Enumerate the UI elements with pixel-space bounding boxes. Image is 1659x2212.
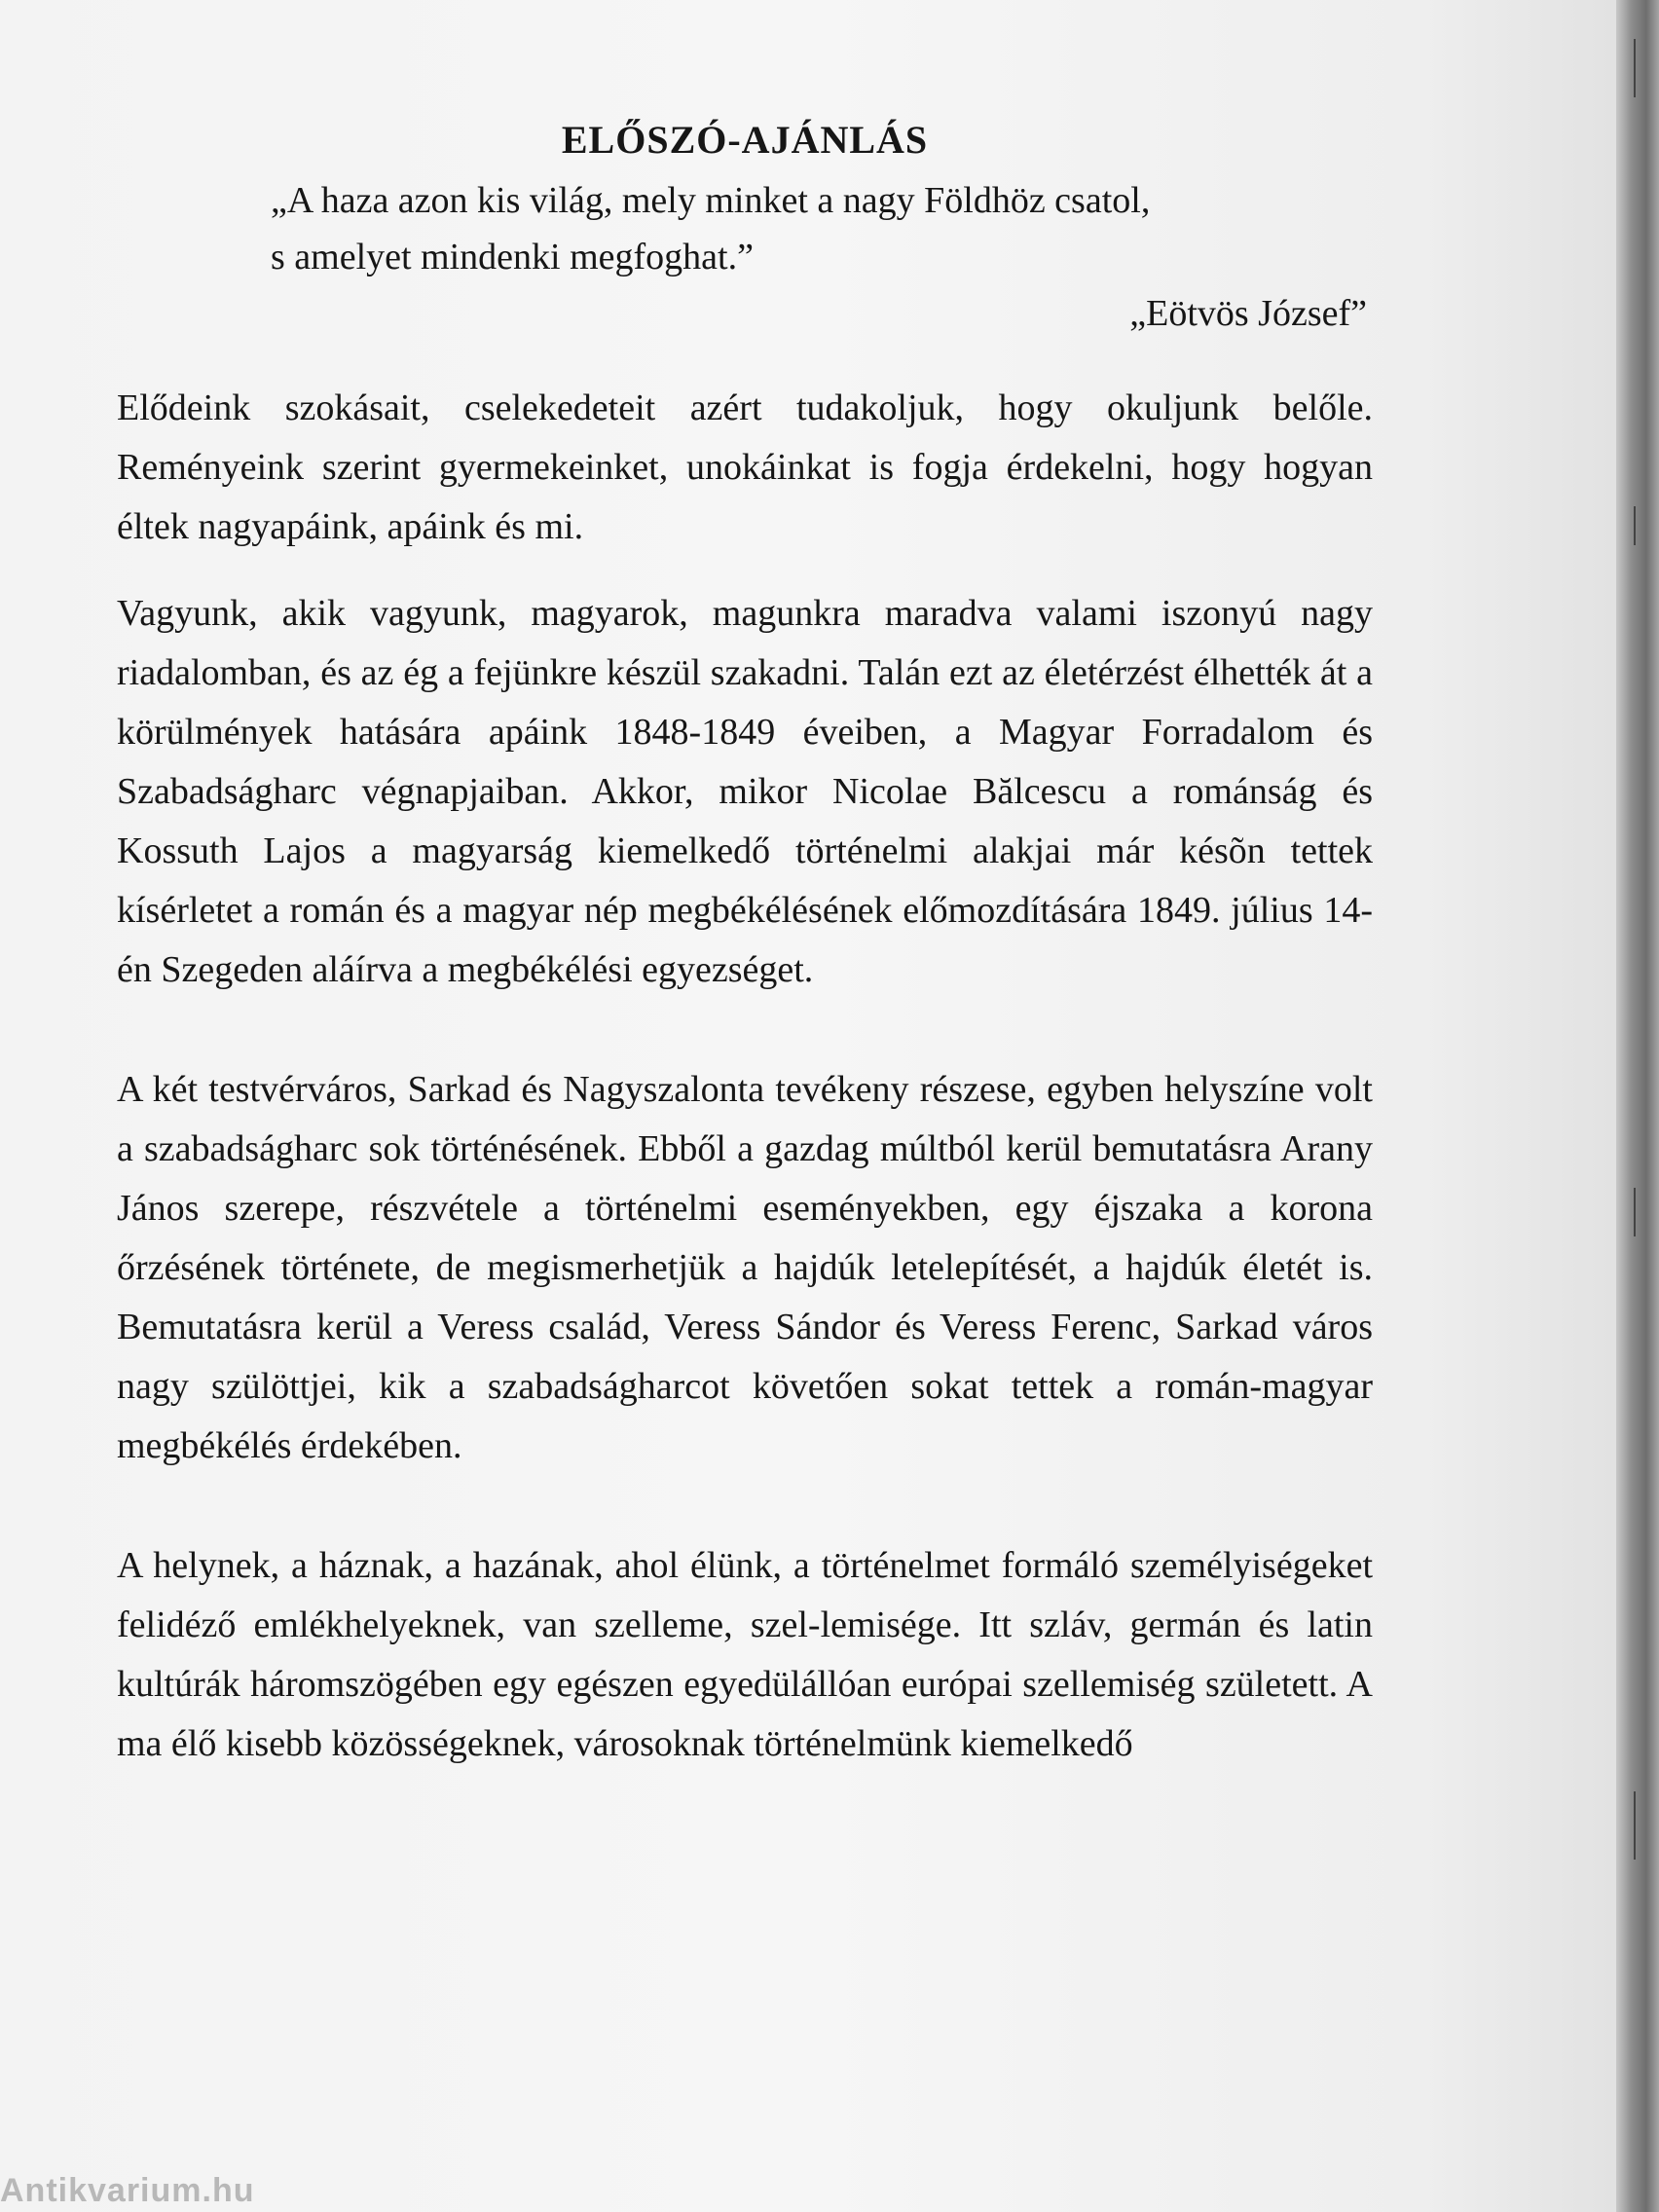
- motto-author: „Eötvös József”: [1129, 293, 1367, 334]
- paragraph-1: Elődeink szokásait, cselekedeteit azért tudakoljuk, hogy okuljunk belőle. Reményeink szerint gyermekeinket, unokáinkat is fogja érdekelni, hogy hogyan éltek nagyapáink, apáink és mi.: [117, 387, 1373, 547]
- page-title: ELŐSZÓ-AJÁNLÁS: [561, 118, 929, 162]
- edge-mark: [1634, 1791, 1636, 1860]
- edge-mark: [1634, 39, 1636, 97]
- edge-mark: [1634, 506, 1636, 545]
- edge-mark: [1634, 1188, 1636, 1236]
- page-edge-shadow: [1616, 0, 1659, 2212]
- page-content: [117, 117, 1373, 1774]
- paragraph-2: Vagyunk, akik vagyunk, magyarok, magunkra maradva valami iszonyú nagy riadalomban, és az ég a fejünkre készül szakadni. Talán ezt az életérzést élhették át a körülmények hatására apáink 1848-1849 éveiben, a Magyar Forradalom és Szabadságharc végnapjaiban. Akkor, mikor Nicolae Bălcescu a románság és Kossuth Lajos a magyarság kiemelkedő történelmi alakjai már késõn tettek kísérletet a román és a magyar nép megbékélésének előmozdítására 1849. július 14-én Szegeden aláírva a megbékélési egyezséget.: [117, 593, 1373, 990]
- watermark: Antikvarium.hu: [0, 2172, 255, 2209]
- paragraph-3: A két testvérváros, Sarkad és Nagyszalonta tevékeny részese, egyben helyszíne volt a szabadságharc sok történésének. Ebből a gazdag múltból kerül bemutatásra Arany János szerepe, részvétele a történelmi eseményekben, egy éjszaka a korona őrzésének története, de megismerhetjük a hajdúk letelepítését, a hajdúk életét is. Bemutatásra kerül a Veress család, Veress Sándor és Veress Ferenc, Sarkad város nagy szülöttjei, kik a szabadságharcot követően sokat tettek a román-magyar megbékélés érdekében.: [117, 1069, 1373, 1466]
- paragraph-4: A helynek, a háznak, a hazának, ahol élünk, a történelmet formáló személyiségeket felidéző emlékhelyeknek, van szelleme, szel-lemisége. Itt szláv, germán és latin kultúrák háromszögében egy egészen egyedülállóan európai szellemiség született. A ma élő kisebb közösségeknek, városoknak történelmünk kiemelkedő: [117, 1545, 1373, 1764]
- motto-line-1: „A haza azon kis világ, mely minket a nagy Földhöz csatol,: [271, 180, 1151, 221]
- motto-line-2: s amelyet mindenki megfoghat.”: [271, 237, 754, 277]
- motto-quote: [271, 172, 1373, 285]
